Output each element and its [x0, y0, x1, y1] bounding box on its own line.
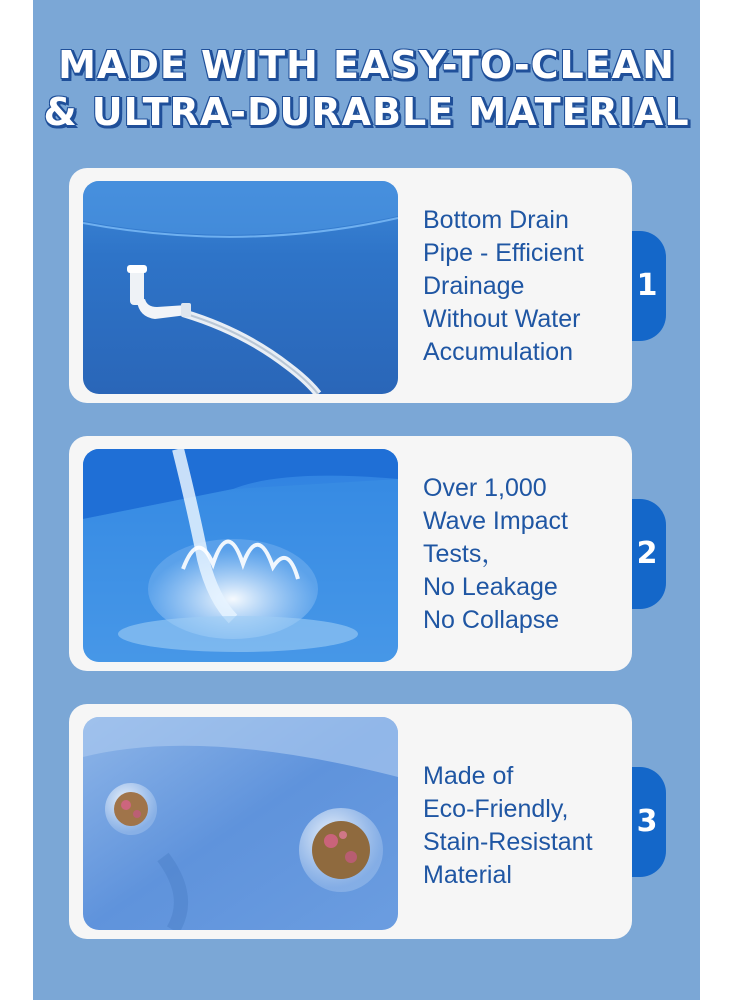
drain-pipe-photo	[83, 181, 398, 394]
feature-card-wave	[69, 436, 632, 671]
feature-text-drain: Bottom Drain Pipe - Efficient Drainage Without Water Accumulation	[423, 206, 584, 366]
feature-number-badge-3: 3	[632, 767, 666, 877]
fabric-material-photo	[83, 717, 398, 930]
water-splash-illustration	[83, 449, 398, 662]
feature-text-wave: Over 1,000 Wave Impact Tests， No Leakage No Collapse	[423, 474, 568, 634]
fabric-bubbles-illustration	[83, 717, 398, 930]
feature-card-material	[69, 704, 632, 939]
feature-number-badge-1: 1	[632, 231, 666, 341]
water-splash-photo	[83, 449, 398, 662]
title-line-1: MADE WITH EASY-TO-CLEAN	[58, 43, 675, 87]
feature-card-drain	[69, 168, 632, 403]
page-title	[0, 42, 733, 136]
feature-text-material: Made of Eco-Friendly, Stain-Resistant Material	[423, 762, 593, 889]
feature-number-badge-2: 2	[632, 499, 666, 609]
drain-pipe-illustration	[83, 181, 398, 394]
title-line-2: & ULTRA-DURABLE MATERIAL	[43, 90, 690, 134]
